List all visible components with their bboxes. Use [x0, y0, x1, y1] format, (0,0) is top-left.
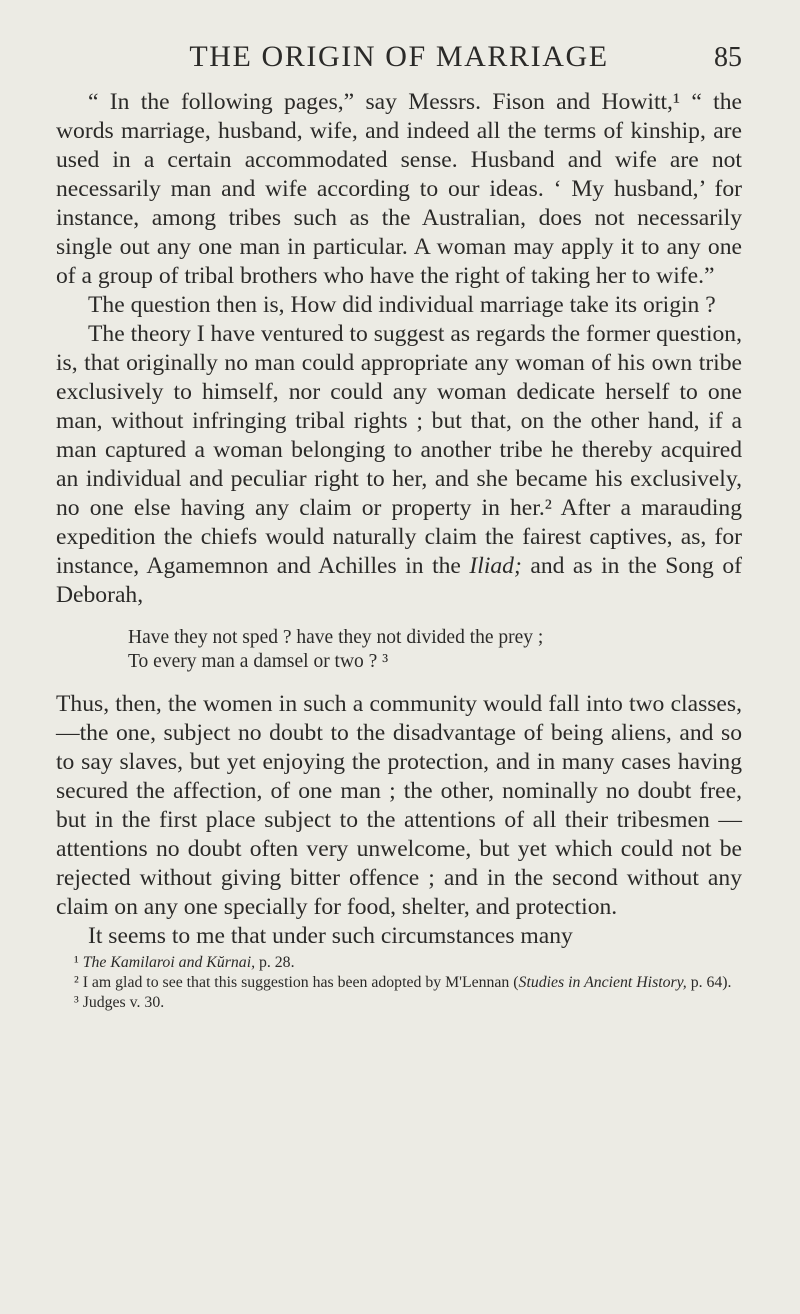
verse-line-1: Have they not sped ? have they not divided the prey ;: [128, 627, 544, 648]
iliad-title: Iliad;: [469, 553, 522, 579]
running-head: THE ORIGIN OF MARRIAGE: [189, 40, 609, 73]
footnote-1: ¹ The Kamilaroi and Kŭrnai, p. 28.: [74, 954, 295, 971]
footnote-1-title: The Kamilaroi and Kŭrnai,: [82, 954, 256, 971]
footnote-2: ² I am glad to see that this suggestion has been adopted by M'Lennan (Studies in Ancient History, p. 64).: [74, 974, 732, 991]
paragraph-theory-end: and as in the Song of Deborah,: [56, 553, 742, 608]
page-header: [56, 28, 742, 86]
body-text: [56, 88, 742, 951]
page-number: 85: [714, 42, 742, 73]
footnote-2-title: Studies in Ancient History,: [518, 974, 687, 991]
paragraph-classes: Thus, then, the women in such a community would fall into two classes,—the one, subject no doubt to the disadvantage of being aliens, and so to say slaves, but yet enjoying the protection, and in many cases having secured the affection, of one man ; the other, nominally no doubt free, but in the first place subject to the attentions of all their tribesmen —attentions no doubt often very unwelcome, but yet which could not be rejected without giving bitter offence ; and in the second without any claim on any one specially for food, shelter, and protection.: [56, 691, 742, 920]
footnotes: [56, 953, 742, 1013]
paragraph-final: It seems to me that under such circumstances many: [88, 923, 573, 949]
paragraph-question: The question then is, How did individual marriage take its origin ?: [88, 292, 716, 318]
paragraph-theory-text: The theory I have ventured to suggest as regards the former question, is, that originally no man could appropriate any woman of his own tribe exclusively to himself, nor could any woman dedicate herself to one man, without infringing tribal rights ; but that, on the other hand, if a man captured a woman belonging to another tribe he thereby acquired an individual and peculiar right to her, and she became his exclusively, no one else having any claim or property in her.² After a marauding expedition the chiefs would naturally claim the fairest captives, as, for instance, Agamemnon and Achilles in the: [56, 321, 742, 579]
paragraph-quote: “ In the following pages,” say Messrs. Fison and Howitt,¹ “ the words marriage, husband, wife, and indeed all the terms of kinship, are used in a certain accommodated sense. Husband and wife are not necessarily man and wife according to our ideas. ‘ My husband,’ for instance, among tribes such as the Australian, does not necessarily single out any one man in particular. A woman may apply it to any one of a group of tribal brothers who have the right of taking her to wife.”: [56, 89, 742, 289]
verse-quotation: [128, 626, 742, 674]
paragraph-theory: [56, 320, 742, 610]
footnote-3: ³ Judges v. 30.: [74, 994, 165, 1011]
verse-line-2: To every man a damsel or two ? ³: [128, 651, 389, 672]
